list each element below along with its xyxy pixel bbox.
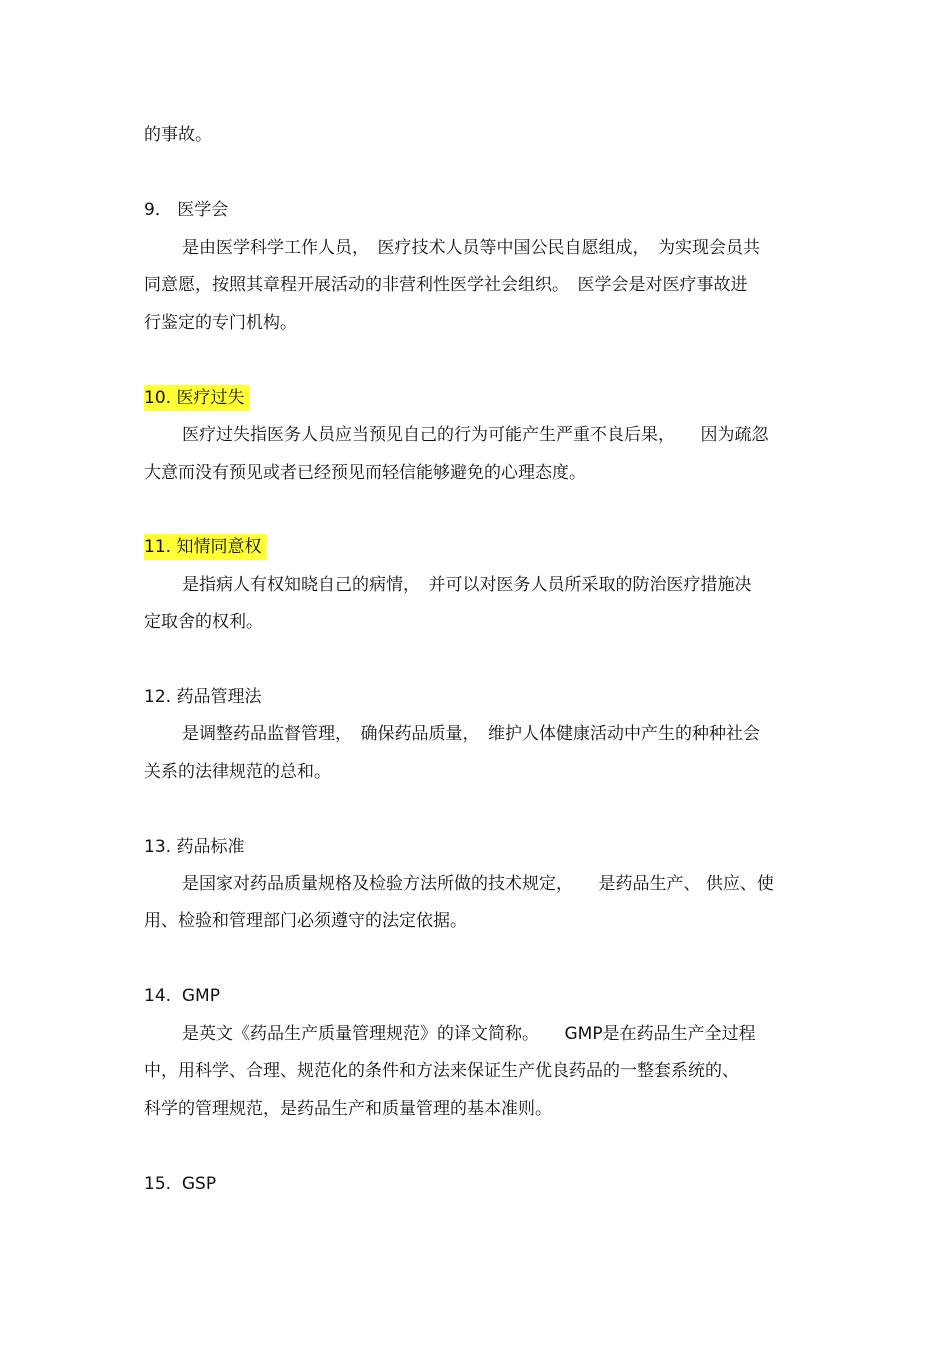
- section-title: GSP: [181, 1174, 217, 1194]
- paragraph-line: 定取舍的权利。: [144, 612, 263, 632]
- paragraph-line: 中，用科学、合理、规范化的条件和方法来保证生产优良药品的一整套系统的、: [144, 1061, 739, 1081]
- paragraph-line: 是英文《药品生产质量管理规范》的译文简称。 GMP是在药品生产全过程: [182, 1024, 756, 1044]
- section-title: 药品管理法: [176, 687, 262, 707]
- section-number: 10.: [144, 388, 172, 408]
- section-15-heading: [144, 1173, 216, 1195]
- highlight-mark: [144, 385, 250, 411]
- paragraph-line: 是国家对药品质量规格及检验方法所做的技术规定， 是药品生产、 供应、使: [182, 874, 774, 894]
- section-9-heading: [144, 199, 228, 221]
- section-11-heading: [144, 536, 267, 558]
- section-number: 11.: [144, 537, 172, 557]
- lead-line: 的事故。: [144, 125, 212, 145]
- paragraph-line: 科学的管理规范，是药品生产和质量管理的基本准则。: [144, 1099, 552, 1119]
- paragraph-line: 用、检验和管理部门必须遵守的法定依据。: [144, 911, 467, 931]
- section-title: GMP: [181, 986, 220, 1006]
- paragraph-line: 关系的法律规范的总和。: [144, 762, 331, 782]
- paragraph-line: 是指病人有权知晓自己的病情， 并可以对医务人员所采取的防治医疗措施决: [182, 575, 752, 595]
- paragraph-line: 同意愿，按照其章程开展活动的非营利性医学社会组织。 医学会是对医疗事故进: [144, 275, 748, 295]
- paragraph-line: 行鉴定的专门机构。: [144, 313, 297, 333]
- section-number: 12.: [144, 687, 172, 707]
- section-14-heading: [144, 985, 220, 1007]
- section-number: 14.: [144, 986, 172, 1006]
- section-title: 知情同意权: [176, 537, 262, 557]
- section-title: 医疗过失: [176, 388, 245, 408]
- section-13-heading: [144, 836, 244, 858]
- section-title: 药品标准: [176, 837, 245, 857]
- section-number: 9．: [144, 200, 172, 220]
- paragraph-line: 是由医学科学工作人员， 医疗技术人员等中国公民自愿组成， 为实现会员共: [182, 238, 760, 258]
- paragraph-line: 是调整药品监督管理， 确保药品质量， 维护人体健康活动中产生的种种社会: [182, 724, 760, 744]
- highlight-mark: [144, 534, 267, 560]
- section-number: 13.: [144, 837, 172, 857]
- section-title: 医学会: [177, 200, 229, 220]
- section-number: 15.: [144, 1174, 172, 1194]
- paragraph-line: 大意而没有预见或者已经预见而轻信能够避免的心理态度。: [144, 463, 586, 483]
- section-12-heading: [144, 686, 261, 708]
- section-10-heading: [144, 387, 250, 409]
- paragraph-line: 医疗过失指医务人员应当预见自己的行为可能产生严重不良后果， 因为疏忽: [182, 425, 769, 445]
